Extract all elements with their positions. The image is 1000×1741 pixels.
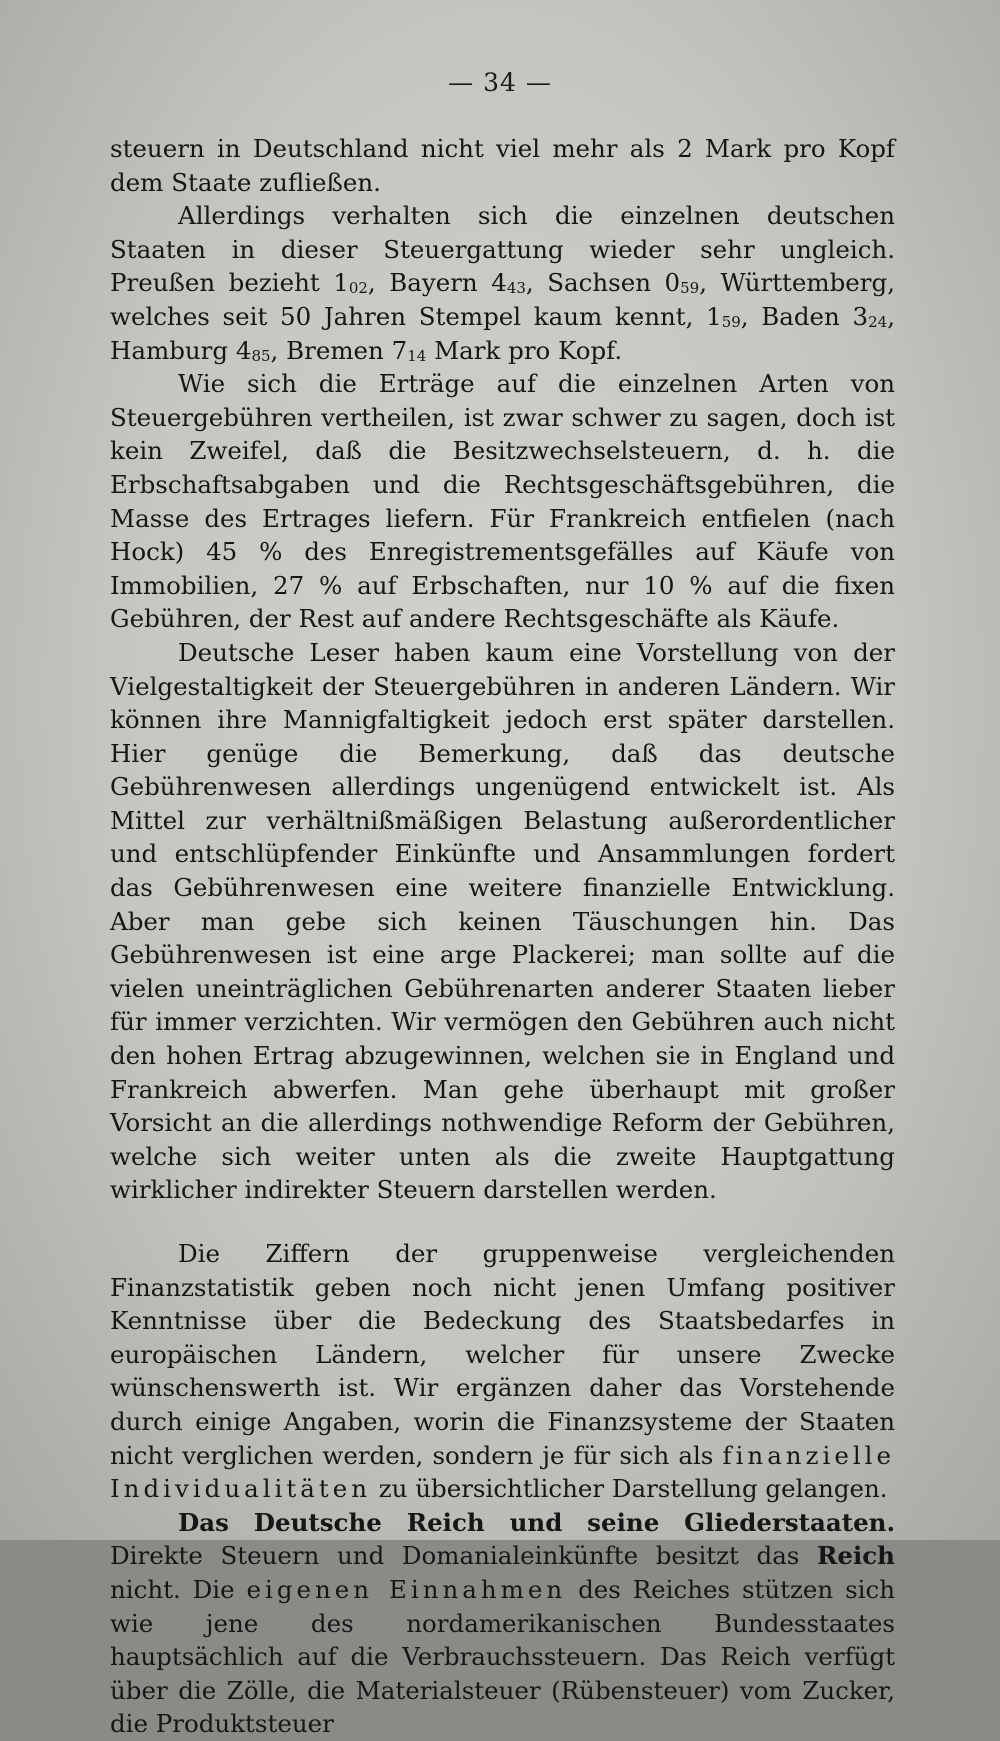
bold-emphasis: Reich xyxy=(817,1541,895,1571)
text-run: Allerdings verhalten sich die einzelnen deutschen Staaten in dieser Steuergattung wieder sehr ungleich. Preußen bezieht 1 xyxy=(110,201,895,298)
decimal-subscript: 59 xyxy=(680,279,700,298)
paragraph-3: Wie sich die Erträge auf die einzelnen Arten von Steuergebühren vertheilen, ist zwar schwer zu sagen, doch ist kein Zweifel, daß die Besitzwechselsteuern, d. h. die Erbschaftsabgaben und die Rechtsgeschäftsgebühren, die Masse des Ertrages liefern. Für Frankreich entfielen (nach Hock) 45 % des Enregistrementsgefälles auf Käufe von Immobilien, 27 % auf Erbschaften, nur 10 % auf die fixen Gebühren, der Rest auf andere Rechtsgeschäfte als Käufe. xyxy=(110,369,895,634)
text-run: des Reiches stützen sich wie jene des nordamerikanischen Bundesstaates hauptsächlich auf die Verbrauchssteuern. Das Reich verfügt über die Zölle, die Materialsteuer (Rübensteuer) vom Zucker, die Produktsteuer xyxy=(110,1574,895,1739)
paragraph-4: Deutsche Leser haben kaum eine Vorstellung von der Vielgestaltigkeit der Steuergebühren in anderen Ländern. Wir können ihre Mannigfaltigkeit jedoch erst später darstellen. Hier genüge die Bemerkung, daß das deutsche Gebührenwesen allerdings ungenügend entwickelt ist. Als Mittel zur verhältnißmäßigen Belastung außerordentlicher und entschlüpfender Einkünfte und Ansammlungen fordert das Gebührenwesen eine weitere finanzielle Entwicklung. Aber man gebe sich keinen Täuschungen hin. Das Gebührenwesen ist eine arge Plackerei; man sollte auf die vielen uneinträglichen Gebührenarten anderer Staaten lieber für immer verzichten. Wir vermögen den Gebühren auch nicht den hohen Ertrag abzugewinnen, welchen sie in England und Frankreich abwerfen. Man gehe überhaupt mit großer Vorsicht an die allerdings nothwendige Reform der Gebühren, welche sich weiter unten als die zweite Hauptgattung wirklicher indirekter Steuern darstellen werden. xyxy=(110,637,895,1205)
decimal-subscript: 14 xyxy=(407,346,427,365)
text-run: zu übersichtlicher Darstellung gelangen. xyxy=(370,1474,888,1504)
paragraph-2 xyxy=(110,199,895,367)
paragraph-gap xyxy=(110,1207,895,1237)
text-run: , Bremen 7 xyxy=(270,335,408,365)
text-run: , Württemberg, welches seit 50 Jahren Stempel kaum kennt, 1 xyxy=(110,268,895,331)
decimal-subscript: 24 xyxy=(868,312,888,331)
spaced-emphasis: eigenen Einnahmen xyxy=(246,1574,567,1604)
text-run: , Hamburg 4 xyxy=(110,301,895,365)
text-run: Die Ziffern der gruppenweise vergleichenden Finanzstatistik geben noch nicht jenen Umfang positiver Kenntnisse über die Bedeckung des Staatsbedarfes in europäischen Ländern, welcher für unsere Zwecke wünschenswerth ist. Wir ergänzen daher das Vorstehende durch einige Angaben, worin die Finanzsysteme der Staaten nicht verglichen werden, sondern je für sich als xyxy=(110,1239,895,1470)
decimal-subscript: 59 xyxy=(721,312,741,331)
decimal-subscript: 85 xyxy=(251,346,271,365)
paragraph-5 xyxy=(110,1237,895,1506)
text-run: Mark pro Kopf. xyxy=(426,335,623,365)
text-run: , Sachsen 0 xyxy=(525,268,681,298)
decimal-subscript: 02 xyxy=(348,279,368,298)
text-run: nicht. Die xyxy=(110,1574,247,1604)
decimal-subscript: 43 xyxy=(506,279,526,298)
text-run: , Baden 3 xyxy=(740,301,869,331)
text-run: , Bayern 4 xyxy=(367,268,507,298)
paragraph-1: steuern in Deutschland nicht viel mehr als 2 Mark pro Kopf dem Staate zufließen. xyxy=(110,134,895,197)
text-run: Direkte Steuern und Domanialeinkünfte besitzt das xyxy=(110,1541,817,1571)
paragraph-6 xyxy=(110,1506,895,1741)
body-text xyxy=(110,132,895,1741)
page-number: — 34 — xyxy=(448,68,552,97)
section-heading: Das Deutsche Reich und seine Gliederstaaten. xyxy=(178,1507,895,1537)
spaced-emphasis: finanzielle Individualitäten xyxy=(110,1440,895,1504)
